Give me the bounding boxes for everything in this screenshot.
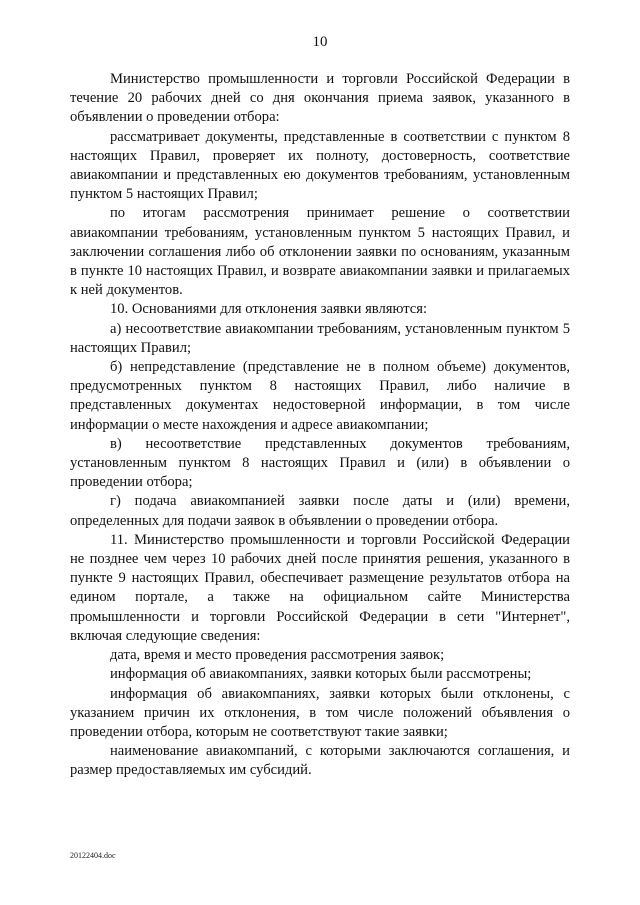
paragraph-info-agreements: наименование авиакомпаний, с которыми заключаются соглашения, и размер предоставляемых им субсидий. <box>70 743 570 779</box>
paragraph-decision: по итогам рассмотрения принимает решение о соответствии авиакомпании требованиям, установленным пунктом 5 настоящих Правил, и заключении соглашения либо об отклонении заявки по основаниям, указанным в пункте 10 настоящих Правил, и возврате авиакомпании заявки и прилагаемых к ней документов. <box>70 205 570 299</box>
footer-file-name: 20122404.doc <box>70 851 116 860</box>
paragraph-info-date: дата, время и место проведения рассмотрения заявок; <box>110 647 445 664</box>
paragraph-intro: Министерство промышленности и торговли Российской Федерации в течение 20 рабочих дней со дня окончания приема заявок, указанного в объявлении о проведении отбора: <box>70 71 570 126</box>
paragraph-item-10: 10. Основаниями для отклонения заявки являются: <box>110 301 428 318</box>
paragraph-item-10b: б) непредставление (представление не в полном объеме) документов, предусмотренных пунктом 8 настоящих Правил, либо наличие в представленных документах недостоверной информации, в том числе информации о месте нахождения и адресе авиакомпании; <box>70 359 570 433</box>
paragraph-item-10g: г) подача авиакомпанией заявки после даты и (или) времени, определенных для подачи заявок в объявлении о проведении отбора. <box>70 493 570 529</box>
paragraph-info-reviewed: информация об авиакомпаниях, заявки которых были рассмотрены; <box>110 666 532 683</box>
paragraph-item-11: 11. Министерство промышленности и торговли Российской Федерации не позднее чем через 10 рабочих дней после принятия решения, указанного в пункте 9 настоящих Правил, обеспечивает размещение результатов отбора на едином портале, а также на официальном сайте Министерства промышленности и торговли Российской Федерации в сети "Интернет", включая следующие сведения: <box>70 531 570 644</box>
paragraph-info-rejected: информация об авиакомпаниях, заявки которых были отклонены, с указанием причин их отклонения, в том числе положений объявления о проведении отбора, которым не соответствуют такие заявки; <box>70 685 570 740</box>
paragraph-item-10a: а) несоответствие авиакомпании требованиям, установленным пунктом 5 настоящих Правил; <box>70 320 570 356</box>
document-body <box>70 70 570 781</box>
paragraph-item-10v: в) несоответствие представленных документов требованиям, установленным пунктом 8 настоящих Правил и (или) в объявлении о проведении отбора; <box>70 435 570 491</box>
paragraph-review-documents: рассматривает документы, представленные в соответствии с пунктом 8 настоящих Правил, проверяет их полноту, достоверность, соответствие авиакомпании и представленных ею документов требованиям, установленным пунктом 5 настоящих Правил; <box>70 128 570 203</box>
page-number: 10 <box>312 34 328 50</box>
